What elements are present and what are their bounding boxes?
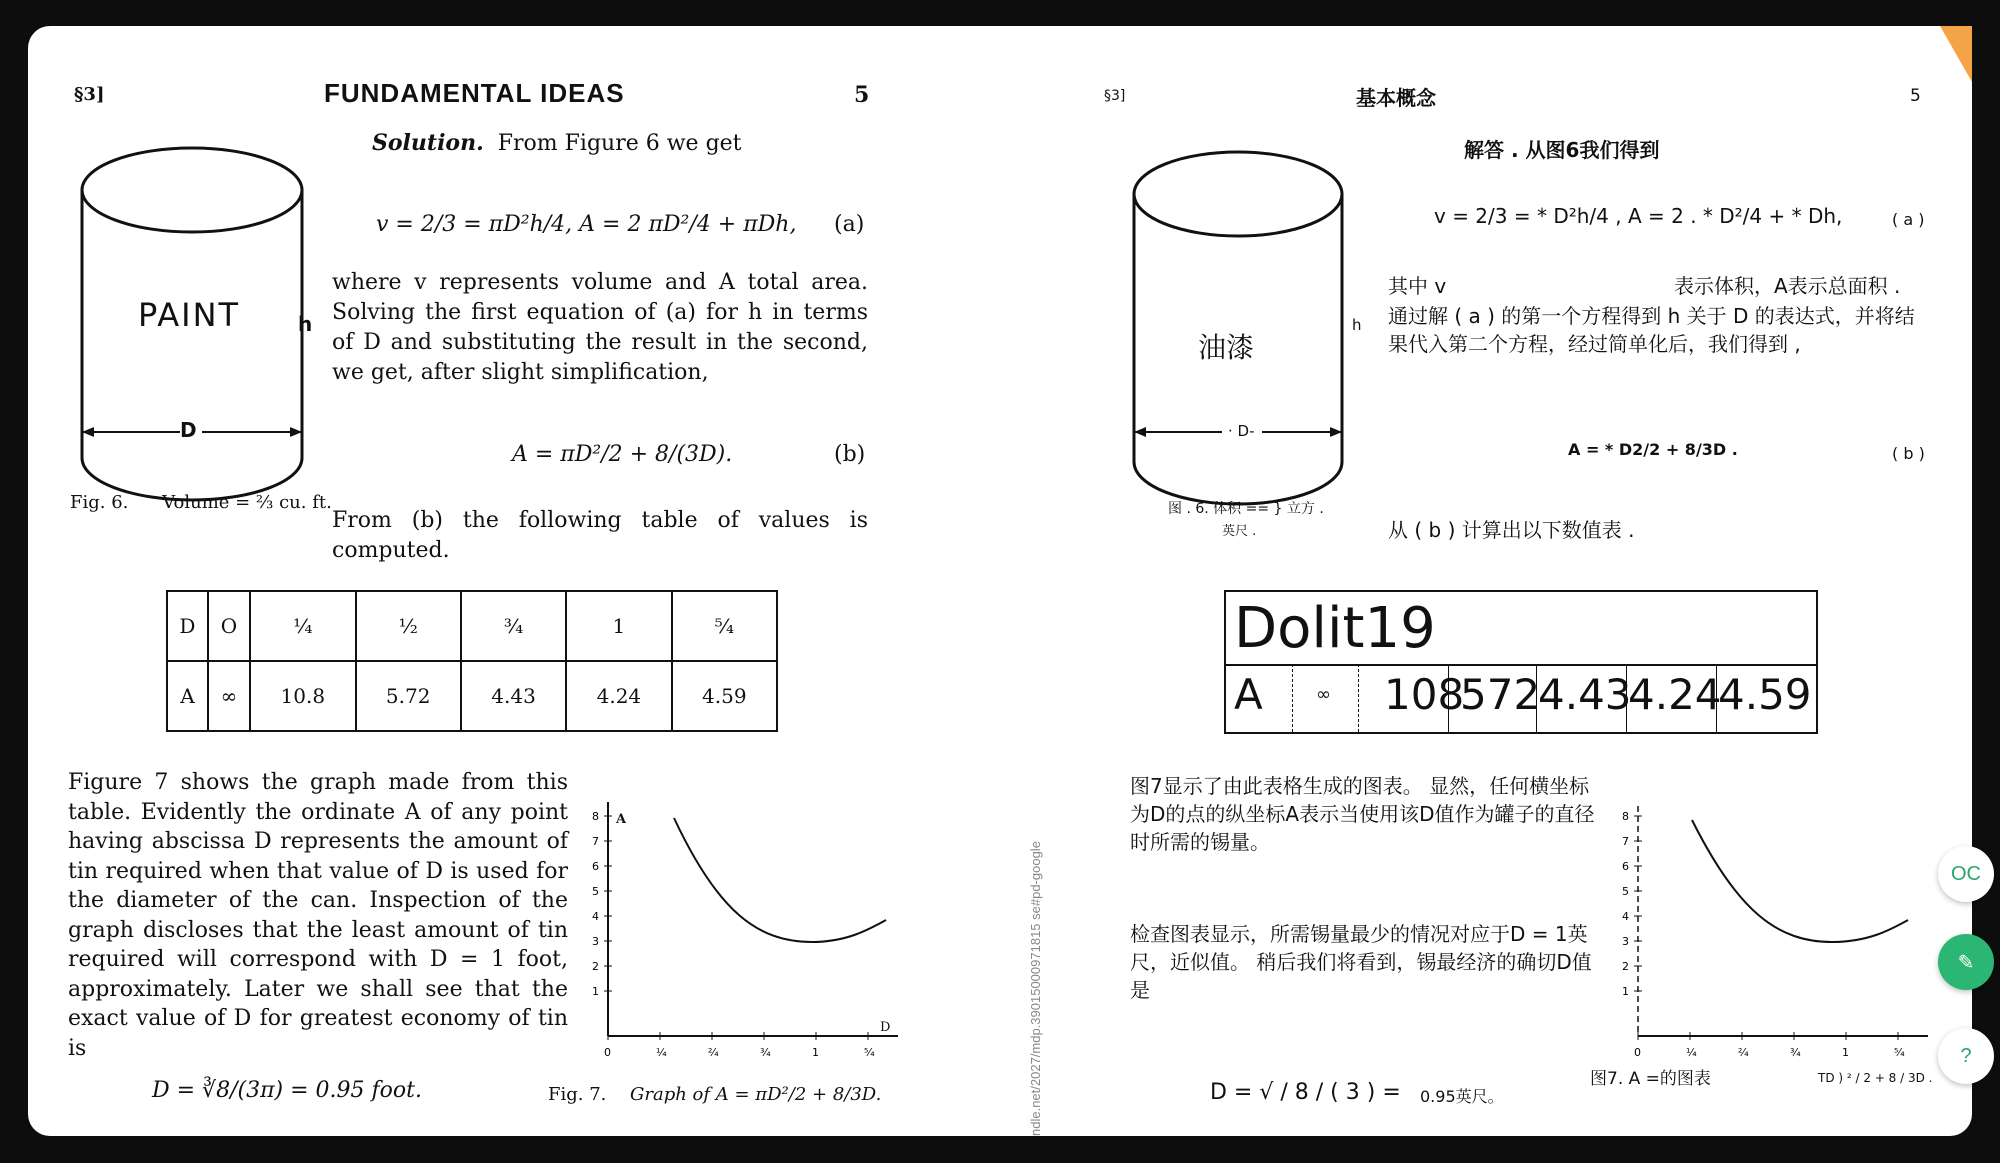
- zh-height-label: h: [1352, 316, 1362, 334]
- section-marker: §3]: [74, 84, 105, 105]
- table-cell: 10.8: [250, 661, 355, 731]
- table-cell: ⁵⁄₄: [672, 591, 777, 661]
- table-row: [167, 661, 777, 731]
- zh-diameter-label: · D-: [1228, 422, 1255, 440]
- y-tick-label: 5: [592, 885, 599, 898]
- y-tick-label: 2: [592, 960, 599, 973]
- x-tick-label: ⁵⁄₄: [864, 1046, 875, 1059]
- zh-table-header: Dolit19: [1234, 596, 1436, 661]
- zh-equation-a-tag: ( a ): [1892, 210, 1925, 229]
- table-cell: ¼: [250, 591, 355, 661]
- running-title: FUNDAMENTAL IDEAS: [324, 78, 625, 108]
- y-tick-label: 8: [592, 810, 599, 823]
- margin-watermark: ndle.net/2027/mdp.39015000971815 se#pd-google: [1028, 841, 1043, 1136]
- zh-figure7-graph: [1598, 792, 1938, 1072]
- zh-running-title: 基本概念: [1356, 86, 1436, 110]
- y-tick-label: 1: [592, 985, 599, 998]
- final-equation: D = ∛8/(3π) = 0.95 foot.: [152, 1078, 422, 1103]
- paragraph-2: From (b) the following table of values is computed.: [332, 508, 868, 563]
- zh-final-value: 0.95英尺。: [1420, 1087, 1504, 1106]
- zh-paragraph-1-end: 表示体积，A表示总面积 .: [1674, 274, 1901, 298]
- zh-solution-line: 解答 . 从图6我们得到: [1464, 138, 1660, 162]
- zh-section-marker: §3]: [1104, 88, 1126, 104]
- table-cell: 4.24: [566, 661, 671, 731]
- y-tick-label: 5: [1622, 885, 1629, 898]
- zh-equation-a: v = 2/3 = * D²h/4 , A = 2 . * D²/4 + * Dh,: [1434, 204, 1843, 228]
- x-tick-label: 0: [604, 1046, 611, 1059]
- table-cell: 4.59: [672, 661, 777, 731]
- equation-a: v = 2/3 = πD²h/4, A = 2 πD²/4 + πDh,: [376, 212, 797, 237]
- zh-table-cell: A: [1234, 670, 1263, 719]
- page-number: 5: [854, 82, 870, 108]
- equation-b-tag: (b): [834, 442, 866, 467]
- y-tick-label: 6: [592, 860, 599, 873]
- zh-table-cell: 572: [1460, 670, 1541, 719]
- side-button-edit-icon[interactable]: ✎: [1938, 934, 1994, 990]
- figure7-caption-fig: Fig. 7.: [548, 1084, 607, 1105]
- zh-equation-b: A = * D2/2 + 8/3D .: [1568, 440, 1738, 459]
- table-cell: ½: [356, 591, 461, 661]
- y-tick-label: 3: [592, 935, 599, 948]
- solution-line: [372, 130, 742, 156]
- side-button-translate[interactable]: OC: [1938, 846, 1994, 902]
- y-tick-label: 2: [1622, 960, 1629, 973]
- solution-intro: From Figure 6 we get: [497, 131, 742, 156]
- zh-table-cell: 4.24: [1628, 670, 1722, 719]
- table-cell: 5.72: [356, 661, 461, 731]
- zh-table-cell: ∞: [1316, 684, 1331, 705]
- x-tick-label: 1: [1842, 1046, 1849, 1059]
- figure7-graph: [568, 792, 908, 1072]
- zh-paragraph-4: 检查图表显示，所需锡量最少的情况对应于D = 1英尺，近似值。 稍后我们将看到，锡最经济的确切D值是: [1130, 922, 1592, 1002]
- zh-equation-b-tag: ( b ): [1892, 444, 1925, 463]
- equation-b: A = πD²/2 + 8/(3D).: [512, 442, 733, 467]
- height-label: h: [298, 312, 313, 336]
- zh-table-cell: 4.43: [1538, 670, 1632, 719]
- x-tick-label: ²⁄₄: [1738, 1046, 1749, 1059]
- solution-label: Solution.: [372, 130, 484, 156]
- zh-can-label: 油漆: [1198, 331, 1255, 364]
- x-tick-label: ¼: [1686, 1046, 1697, 1059]
- side-button-help-icon[interactable]: ?: [1938, 1028, 1994, 1084]
- diameter-label: D: [180, 418, 197, 442]
- equation-a-tag: (a): [834, 212, 865, 237]
- y-tick-label: 3: [1622, 935, 1629, 948]
- x-tick-label: 1: [812, 1046, 819, 1059]
- y-tick-label: 4: [592, 910, 599, 923]
- table-cell: D: [167, 591, 208, 661]
- y-tick-label: 1: [1622, 985, 1629, 998]
- zh-figure7-formula: TD ) ² / 2 + 8 / 3D .: [1818, 1071, 1933, 1085]
- table-cell: 1: [566, 591, 671, 661]
- zh-page-number: 5: [1910, 86, 1921, 106]
- zh-paragraph-1-rest: 通过解 ( a ) 的第一个方程得到 h 关于 D 的表达式，并将结果代入第二个方程，经过简单化后，我们得到 ,: [1388, 304, 1915, 356]
- can-label: PAINT: [138, 296, 241, 334]
- table-cell: ¾: [461, 591, 566, 661]
- zh-values-table: [1224, 590, 1818, 734]
- zh-table-cell: 4.59: [1718, 670, 1812, 719]
- table-cell: 4.43: [461, 661, 566, 731]
- y-tick-label: 6: [1622, 860, 1629, 873]
- curve: [674, 818, 886, 942]
- zh-figure6-caption-2: 英尺 .: [1222, 524, 1257, 539]
- paragraph-3: Figure 7 shows the graph made from this table. Evidently the ordinate A of any point having abscissa D represents the amount of tin required when that value of D is used for the diameter of the can. Inspection of the graph discloses that the least amount of tin required will correspond with D = 1 foot, approximately. Later we shall see that the exact value of D for greatest economy of tin is: [68, 770, 568, 1061]
- chinese-page: [1058, 26, 1972, 1136]
- paragraph-1: where v represents volume and A total area. Solving the first equation of (a) for h in terms of D and substituting the result in the second, we get, after slight simplification,: [332, 270, 868, 385]
- corner-badge-icon[interactable]: [1940, 26, 1972, 82]
- table-cell: O: [208, 591, 250, 661]
- figure6-caption-fig: Fig. 6.: [70, 492, 129, 513]
- zh-figure6-caption: 图 . 6. 体积 == } 立方 .: [1168, 501, 1324, 517]
- y-tick-label: 4: [1622, 910, 1629, 923]
- y-tick-label: 7: [592, 835, 599, 848]
- zh-table-cell: 108: [1384, 670, 1465, 719]
- zh-paragraph-2: 从 ( b ) 计算出以下数值表 .: [1388, 518, 1635, 542]
- y-tick-label: 8: [1622, 810, 1629, 823]
- english-page: [28, 26, 1028, 1136]
- values-table: [166, 590, 778, 732]
- zh-paragraph-1-start: 其中 v: [1388, 274, 1447, 298]
- graph-x-label: D: [880, 1020, 891, 1035]
- zh-paragraph-3: 图7显示了由此表格生成的图表。 显然，任何横坐标为D的点的纵坐标A表示当使用该D值作为罐子的直径时所需的锡量。: [1130, 774, 1595, 854]
- table-cell: A: [167, 661, 208, 731]
- x-tick-label: ¼: [656, 1046, 667, 1059]
- x-tick-label: ¾: [1790, 1046, 1801, 1059]
- figure6-caption-text: Volume = ⅔ cu. ft.: [162, 492, 332, 513]
- figure7-caption-text: Graph of A = πD²/2 + 8/3D.: [630, 1084, 882, 1105]
- table-cell: ∞: [208, 661, 250, 731]
- y-tick-label: 7: [1622, 835, 1629, 848]
- graph-y-label: A: [616, 812, 627, 827]
- x-tick-label: ²⁄₄: [708, 1046, 719, 1059]
- reader-frame: [28, 26, 1981, 1136]
- zh-figure7-caption: 图7. A =的图表: [1590, 1069, 1711, 1089]
- x-tick-label: 0: [1634, 1046, 1641, 1059]
- table-row: [167, 591, 777, 661]
- x-tick-label: ⁵⁄₄: [1894, 1046, 1905, 1059]
- zh-final-equation: D = √ / 8 / ( 3 ) =: [1210, 1080, 1401, 1105]
- x-tick-label: ¾: [760, 1046, 771, 1059]
